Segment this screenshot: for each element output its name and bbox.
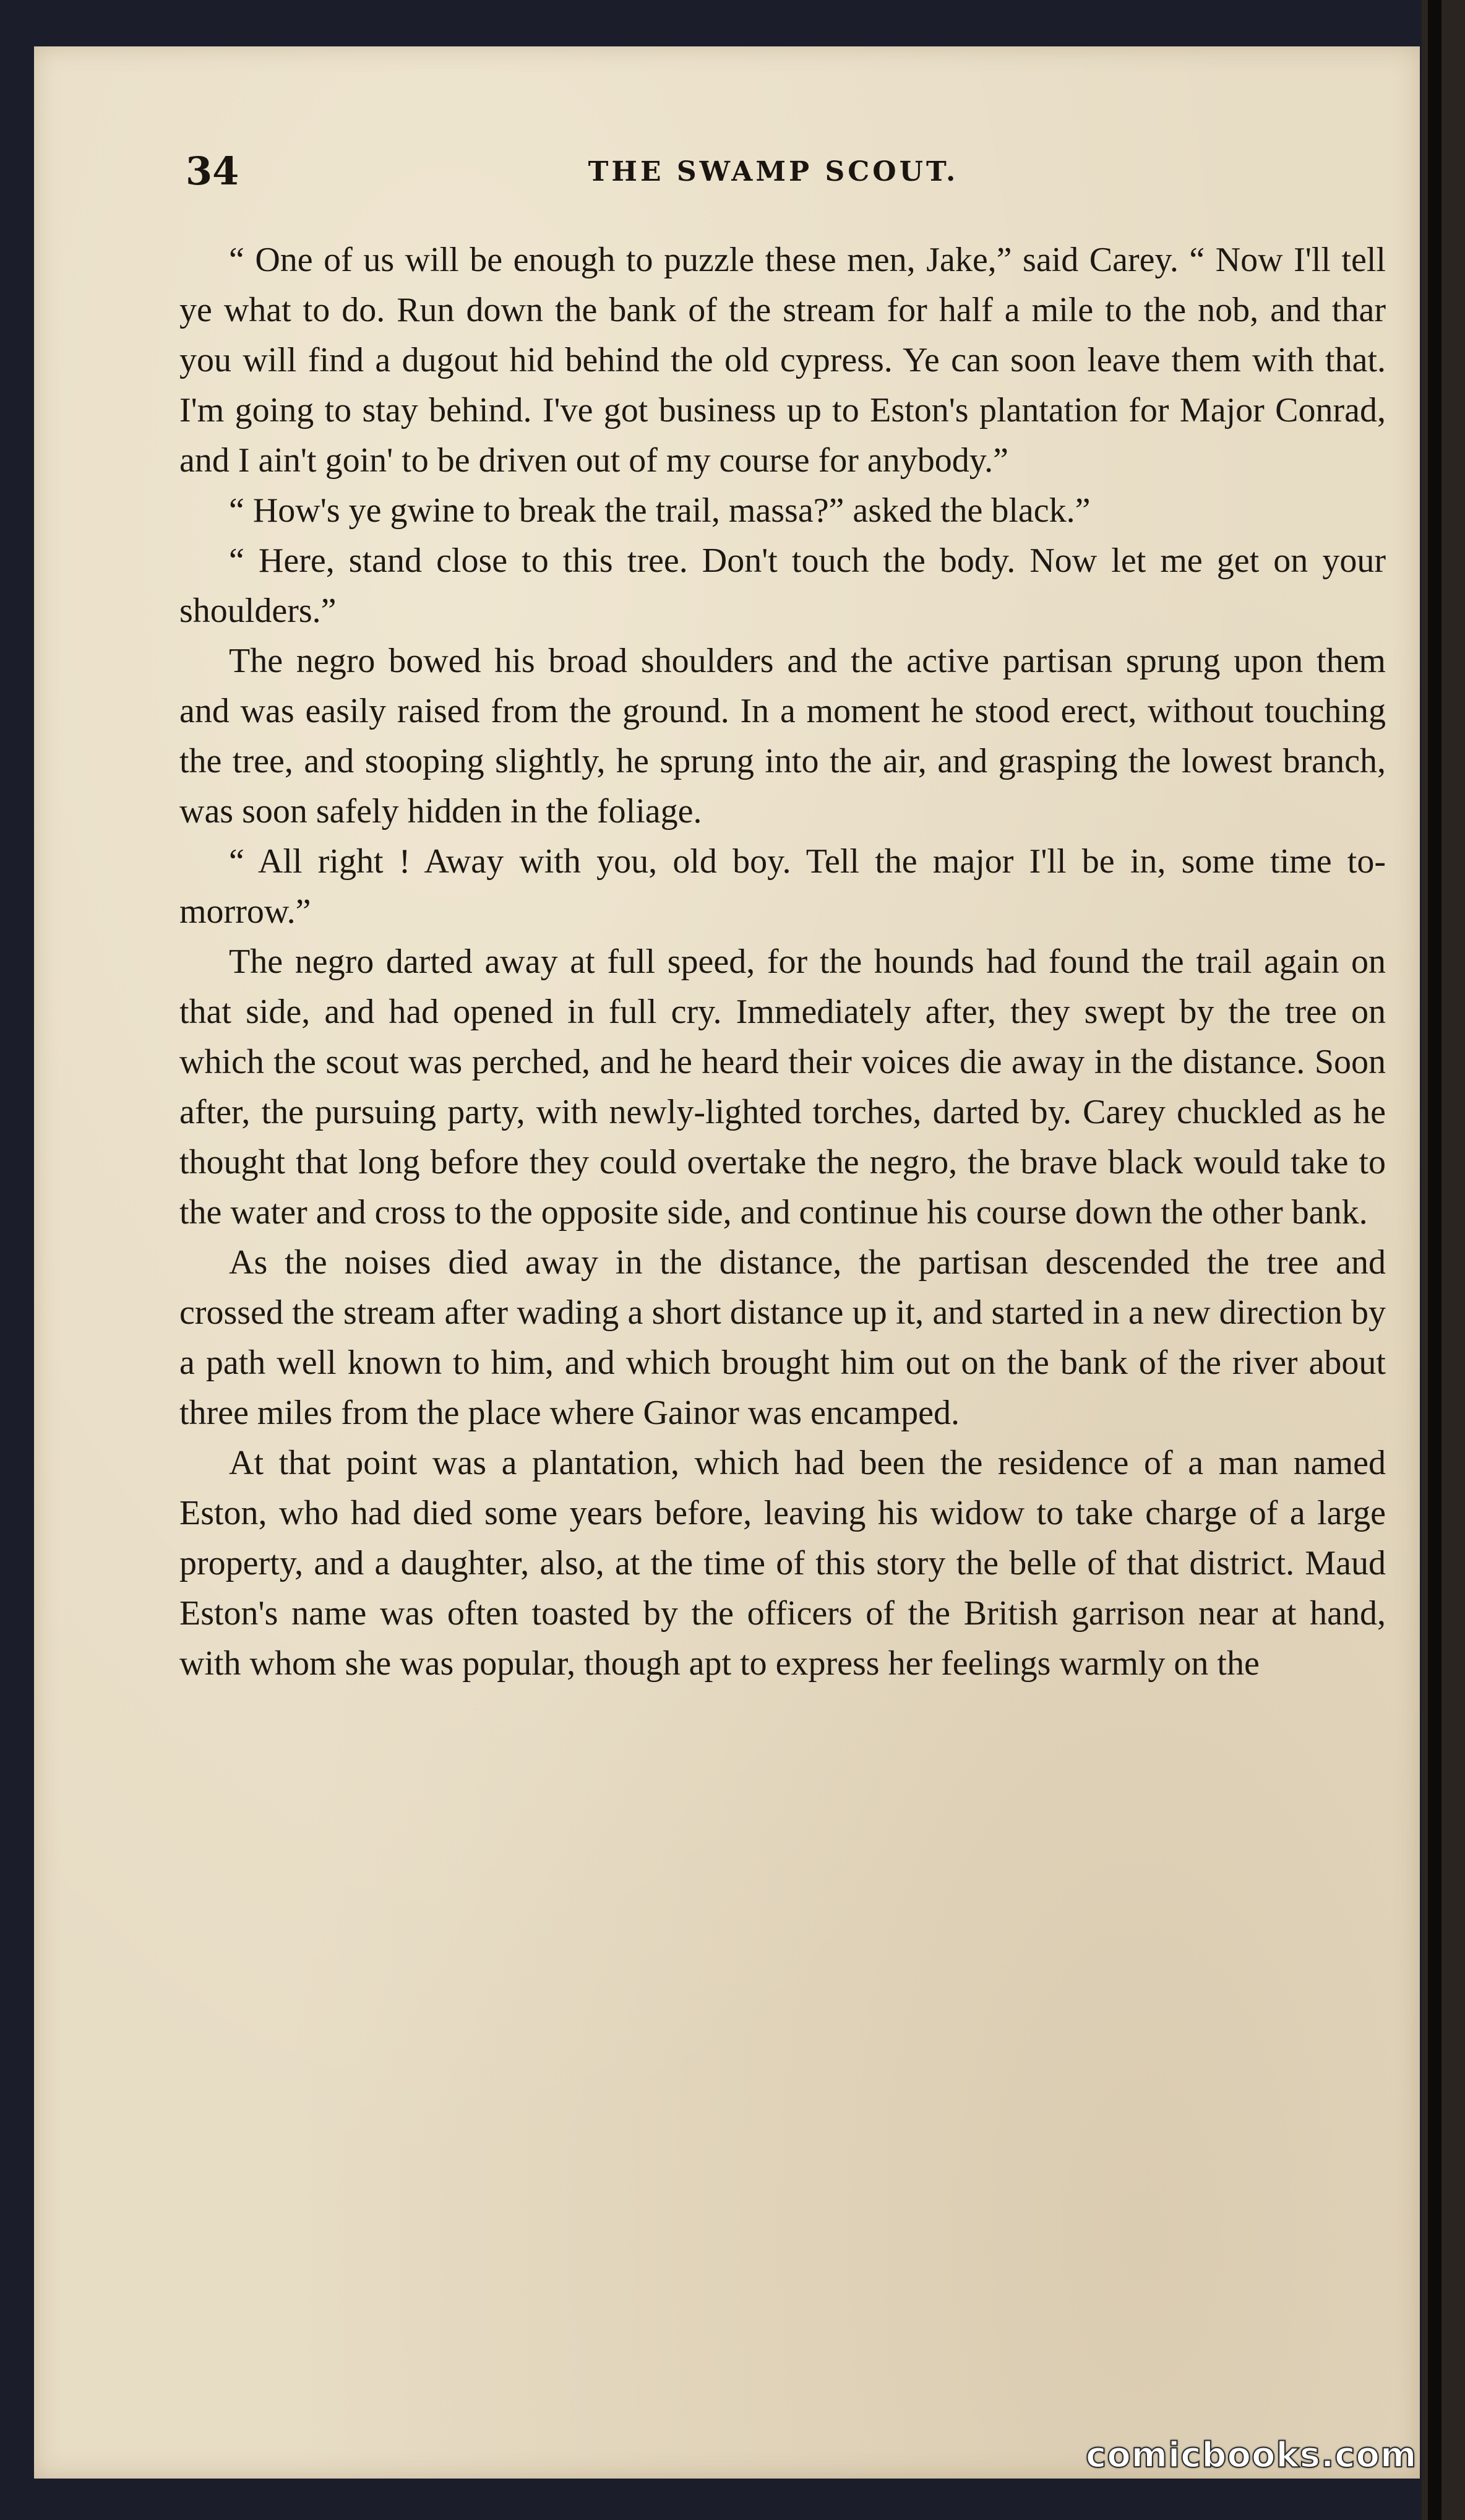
page-header: [186, 149, 1361, 198]
paragraph: As the noises died away in the distance, the partisan descended the tree and crossed the stream after wading a short distance up it, and started in a new direction by a path well known to him, and which brought him out on the bank of the river about three miles from the place where Gainor was encamped.: [179, 1243, 1386, 1432]
paragraph: “ All right ! Away with you, old boy. Tell the major I'll be in, some time to-morrow.”: [179, 842, 1386, 931]
paragraph: At that point was a plantation, which had been the residence of a man named Eston, who had died some years before, leaving his widow to take charge of a large property, and a daughter, also, at the time of this story the belle of that district. Maud Eston's name was often toasted by the officers of the British garrison near at hand, with whom she was popular, though apt to express her feelings warmly on the: [179, 1444, 1386, 1683]
running-head: THE SWAMP SCOUT.: [588, 156, 959, 188]
paragraph: “ One of us will be enough to puzzle these men, Jake,” said Carey. “ Now I'll tell ye what to do. Run down the bank of the stream for half a mile to the nob, and thar you will find a dugout hid behind the old cypress. Ye can soon leave them with that. I'm going to stay behind. I've got business up to Eston's plantation for Major Conrad, and I ain't goin' to be driven out of my course for anybody.”: [179, 241, 1386, 480]
body-text: [179, 235, 1386, 1689]
paragraph: “ Here, stand close to this tree. Don't touch the body. Now let me get on your shoulders.”: [179, 542, 1386, 630]
page-number: 34: [186, 149, 239, 194]
paragraph: The negro bowed his broad shoulders and the active partisan sprung upon them and was easily raised from the ground. In a moment he stood erect, without touching the tree, and stooping slightly, he sprung into the air, and grasping the lowest branch, was soon safely hidden in the foliage.: [179, 642, 1386, 831]
spine-shadow: [1428, 0, 1441, 2520]
watermark: comicbooks.com: [1086, 2435, 1417, 2475]
paragraph: The negro darted away at full speed, for the hounds had found the trail again on that side, and had opened in full cry. Immediately after, they swept by the tree on which the scout was perched, and he heard their voices die away in the distance. Soon after, the pursuing party, with newly-lighted torches, darted by. Carey chuckled as he thought that long before they could overtake the negro, the brave black would take to the water and cross to the opposite side, and continue his course down the other bank.: [179, 943, 1386, 1232]
book-spine-edge: [1422, 0, 1465, 2520]
paragraph: “ How's ye gwine to break the trail, massa?” asked the black.”: [229, 491, 1091, 530]
